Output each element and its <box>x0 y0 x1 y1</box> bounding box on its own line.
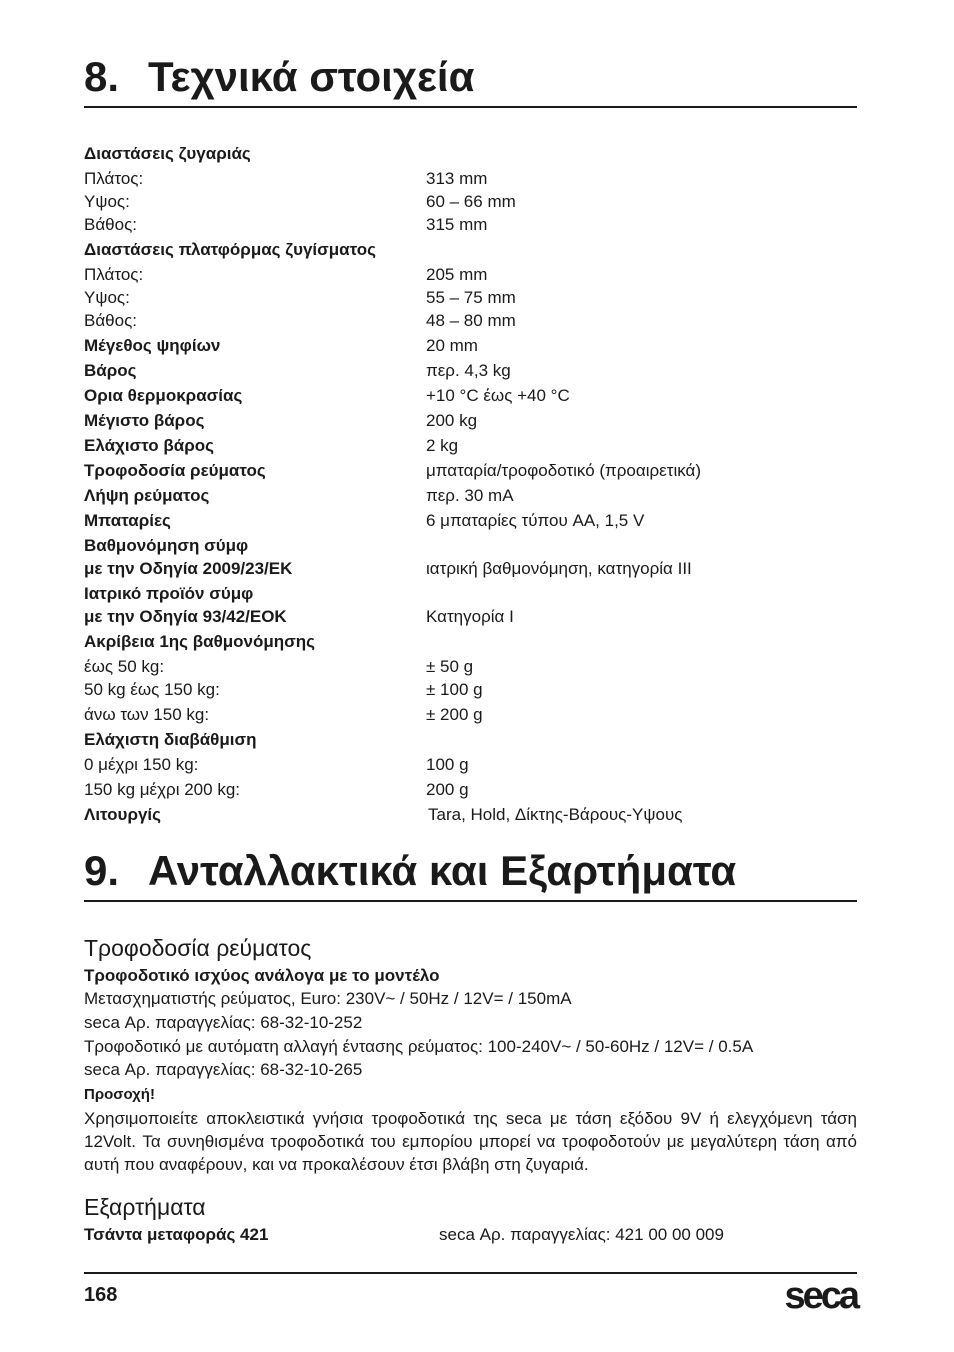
spec-row: Πλάτος: 313 mm <box>84 169 488 188</box>
spec-row: Τροφοδοσία ρεύματος μπαταρία/τροφοδοτικό (προαιρετικά) <box>84 461 702 480</box>
spec-group-heading: Διαστάσεις ζυγαριάς <box>84 144 251 163</box>
power-line-1: Μετασχηματιστής ρεύματος, Euro: 230V~ / 50Hz / 12V= / 150mA <box>84 989 572 1008</box>
spec-row: άνω των 150 kg: ± 200 g <box>84 705 483 724</box>
spec-group-heading: Διαστάσεις πλατφόρμας ζυγίσματος <box>84 240 376 259</box>
spec-group-heading: Ακρίβεια 1ης βαθμονόμησης <box>84 632 316 651</box>
accessory-item: Τσάντα μεταφοράς 421 <box>84 1225 269 1244</box>
page <box>84 0 857 1352</box>
section-title: Ανταλλακτικά και Εξαρτήματα <box>148 847 737 894</box>
spec-row: Υψος: 60 – 66 mm <box>84 192 516 211</box>
spec-row: έως 50 kg: ± 50 g <box>84 657 474 676</box>
section-number: 8. <box>84 53 120 100</box>
power-order-1: seca Αρ. παραγγελίας: 68-32-10-252 <box>84 1013 363 1032</box>
spec-row: Ιατρικό προϊόν σύμφ με την Οδηγία 93/42/ΕΟΚ Κατηγορία I <box>84 584 514 626</box>
spec-row: 50 kg έως 150 kg: ± 100 g <box>84 680 483 699</box>
section-8-heading <box>84 52 857 108</box>
power-subheading: Τροφοδοτικό ισχύος ανάλογα με το μοντέλο <box>84 966 440 985</box>
spec-row: Υψος: 55 – 75 mm <box>84 288 516 307</box>
specs-table <box>84 142 857 826</box>
section-title: Τεχνικά στοιχεία <box>148 53 475 100</box>
section-9-heading <box>84 846 857 902</box>
spec-row: Βάρος περ. 4,3 kg <box>84 361 511 380</box>
spec-row: Πλάτος: 205 mm <box>84 265 488 284</box>
spec-row: Μέγεθος ψηφίων 20 mm <box>84 336 478 355</box>
footer-rule <box>84 1272 857 1274</box>
spec-row: Βάθος: 315 mm <box>84 215 488 234</box>
caution-text: Χρησιμοποιείτε αποκλειστικά γνήσια τροφοδοτικά της seca με τάση εξόδου 9V ή ελεγχόμενη τάση 12Volt. Τα συνηθισμένα τροφοδοτικά του εμπορίου μπορεί να τροφοδοτούν με μεγαλύτερη τάση από αυτή που αναφέρουν, και να προκαλέσουν έτσι βλάβη στη ζυγαριά. <box>84 1109 857 1174</box>
seca-logo: seca <box>784 1275 857 1317</box>
spec-row: Βάθος: 48 – 80 mm <box>84 311 516 330</box>
accessory-order: seca Αρ. παραγγελίας: 421 00 00 009 <box>439 1225 724 1244</box>
caution-label: Προσοχή! <box>84 1086 155 1103</box>
section-number: 9. <box>84 847 120 894</box>
spec-row: 150 kg μέχρι 200 kg: 200 g <box>84 780 469 799</box>
power-line-2: Τροφοδοτικό με αυτόματη αλλαγή έντασης ρεύματος: 100-240V~ / 50-60Hz / 12V= / 0.5A <box>84 1037 754 1056</box>
spec-row: Λήψη ρεύματος περ. 30 mA <box>84 486 514 505</box>
spec-row: Ορια θερμοκρασίας +10 °C έως +40 °C <box>84 386 570 405</box>
spec-row: 0 μέχρι 150 kg: 100 g <box>84 755 469 774</box>
spec-row: Ελάχιστο βάρος 2 kg <box>84 436 459 455</box>
spec-row: Μπαταρίες 6 μπαταρίες τύπου AA, 1,5 V <box>84 511 645 530</box>
spec-row: Βαθμονόμηση σύμφ με την Οδηγία 2009/23/ΕΚ ιατρική βαθμονόμηση, κατηγορία III <box>84 536 692 578</box>
power-heading: Τροφοδοσία ρεύματος <box>84 935 312 961</box>
accessories-heading: Εξαρτήματα <box>84 1194 206 1220</box>
page-number: 168 <box>84 1284 118 1306</box>
power-order-2: seca Αρ. παραγγελίας: 68-32-10-265 <box>84 1060 363 1079</box>
spec-row: Μέγιστο βάρος 200 kg <box>84 411 478 430</box>
spec-group-heading: Ελάχιστη διαβάθμιση <box>84 730 257 749</box>
spec-row: Λιτουργίς Tara, Hold, Δίκτης-Βάρους-Υψους <box>84 805 683 824</box>
